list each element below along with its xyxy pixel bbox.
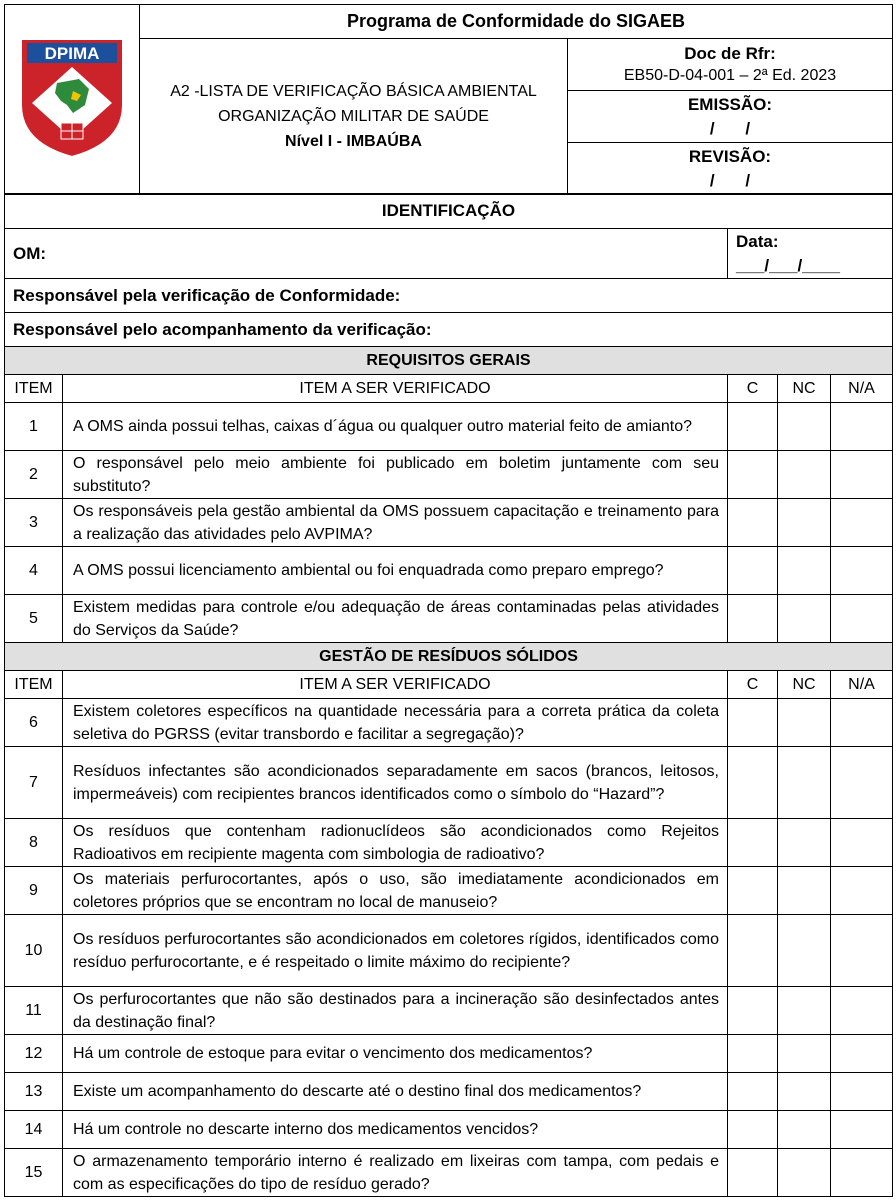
document-level: Nível I - IMBAÚBA <box>285 133 422 150</box>
checkbox-nc[interactable] <box>778 867 831 915</box>
checkbox-nc[interactable] <box>778 987 831 1035</box>
responsavel-acompanhamento-label: Responsável pelo acompanhamento da verificação: <box>13 319 432 339</box>
table-row <box>5 819 893 867</box>
checkbox-c[interactable] <box>728 595 778 643</box>
checkbox-na[interactable] <box>831 987 893 1035</box>
item-number: 7 <box>5 747 63 819</box>
item-question: Existem coletores específicos na quantidade necessária para a correta prática da coleta seletiva do PGRSS (evitar transbordo e facilitar a segregação)? <box>63 699 728 747</box>
checkbox-na[interactable] <box>831 451 893 499</box>
item-number: 9 <box>5 867 63 915</box>
table-row <box>5 699 893 747</box>
col-header-na: N/A <box>831 671 893 699</box>
item-question: Resíduos infectantes são acondicionados separadamente em sacos (brancos, leitosos, impermeáveis) com recipientes brancos identificados como o símbolo do “Hazard”? <box>63 747 728 819</box>
revisao-cell <box>568 143 893 195</box>
document-header <box>4 4 893 195</box>
checkbox-na[interactable] <box>831 747 893 819</box>
checkbox-nc[interactable] <box>778 1035 831 1073</box>
checkbox-na[interactable] <box>831 867 893 915</box>
item-number: 12 <box>5 1035 63 1073</box>
identificacao-title: IDENTIFICAÇÃO <box>5 194 893 229</box>
table-row <box>5 747 893 819</box>
item-number: 1 <box>5 403 63 451</box>
om-label: OM: <box>13 243 47 263</box>
table-row <box>5 595 893 643</box>
emissao-label: EMISSÃO: <box>687 94 773 114</box>
item-question: Os resíduos que contenham radionuclídeos são acondicionados como Rejeitos Radioativos em recipiente magenta com simbologia de radioativo? <box>63 819 728 867</box>
item-question: O responsável pelo meio ambiente foi publicado em boletim juntamente com seu substituto? <box>63 451 728 499</box>
doc-ref-label: Doc de Rfr: <box>684 43 776 63</box>
checklist-table <box>4 193 893 1197</box>
checkbox-nc[interactable] <box>778 1149 831 1197</box>
item-number: 11 <box>5 987 63 1035</box>
table-row <box>5 1149 893 1197</box>
data-field[interactable] <box>728 229 893 279</box>
item-number: 2 <box>5 451 63 499</box>
checkbox-nc[interactable] <box>778 747 831 819</box>
checkbox-na[interactable] <box>831 1035 893 1073</box>
col-header-question: ITEM A SER VERIFICADO <box>63 671 728 699</box>
checkbox-na[interactable] <box>831 595 893 643</box>
col-header-item: ITEM <box>5 671 63 699</box>
checkbox-na[interactable] <box>831 547 893 595</box>
checkbox-c[interactable] <box>728 403 778 451</box>
revisao-label: REVISÃO: <box>688 146 772 166</box>
checkbox-c[interactable] <box>728 987 778 1035</box>
checkbox-na[interactable] <box>831 915 893 987</box>
data-blank: ___/___/____ <box>736 255 840 275</box>
checkbox-c[interactable] <box>728 1149 778 1197</box>
col-header-c: C <box>728 671 778 699</box>
document-title-cell <box>140 39 568 195</box>
item-number: 6 <box>5 699 63 747</box>
responsavel-acompanhamento-field[interactable] <box>5 313 893 347</box>
item-question: Há um controle de estoque para evitar o vencimento dos medicamentos? <box>63 1035 728 1073</box>
item-question: Os resíduos perfurocortantes são acondicionados em coletores rígidos, identificados como resíduo perfurocortante, e é respeitado o limite máximo do recipiente? <box>63 915 728 987</box>
logo-cell <box>5 5 140 195</box>
responsavel-verificacao-label: Responsável pela verificação de Conformidade: <box>13 285 401 305</box>
emissao-cell <box>568 91 893 143</box>
program-title: Programa de Conformidade do SIGAEB <box>140 5 893 39</box>
checkbox-nc[interactable] <box>778 451 831 499</box>
col-header-na: N/A <box>831 375 893 403</box>
checkbox-c[interactable] <box>728 1111 778 1149</box>
item-question: Os perfurocortantes que não são destinados para a incineração são desinfectados antes da destinação final? <box>63 987 728 1035</box>
checkbox-nc[interactable] <box>778 499 831 547</box>
checkbox-c[interactable] <box>728 1035 778 1073</box>
col-header-nc: NC <box>778 375 831 403</box>
checkbox-c[interactable] <box>728 699 778 747</box>
item-number: 10 <box>5 915 63 987</box>
item-number: 3 <box>5 499 63 547</box>
logo-text: DPIMA <box>44 44 100 63</box>
item-question: O armazenamento temporário interno é realizado em lixeiras com tampa, com pedais e com as especificações do tipo de resíduo gerado? <box>63 1149 728 1197</box>
checkbox-nc[interactable] <box>778 547 831 595</box>
checkbox-na[interactable] <box>831 403 893 451</box>
item-number: 15 <box>5 1149 63 1197</box>
table-row <box>5 1111 893 1149</box>
doc-ref-value: EB50-D-04-001 – 2ª Ed. 2023 <box>623 66 837 84</box>
table-row <box>5 867 893 915</box>
checkbox-c[interactable] <box>728 867 778 915</box>
checkbox-na[interactable] <box>831 499 893 547</box>
checkbox-c[interactable] <box>728 1073 778 1111</box>
item-question: A OMS ainda possui telhas, caixas d´água ou qualquer outro material feito de amianto? <box>63 403 728 451</box>
item-question: Existem medidas para controle e/ou adequação de áreas contaminadas pelas atividades do Serviços da Saúde? <box>63 595 728 643</box>
table-row <box>5 1073 893 1111</box>
om-field[interactable] <box>5 229 728 279</box>
checkbox-na[interactable] <box>831 1073 893 1111</box>
section-title: GESTÃO DE RESÍDUOS SÓLIDOS <box>5 643 893 671</box>
col-header-c: C <box>728 375 778 403</box>
col-header-nc: NC <box>778 671 831 699</box>
checkbox-nc[interactable] <box>778 1073 831 1111</box>
col-header-question: ITEM A SER VERIFICADO <box>63 375 728 403</box>
item-question: Existe um acompanhamento do descarte até o destino final dos medicamentos? <box>63 1073 728 1111</box>
table-row <box>5 403 893 451</box>
checkbox-c[interactable] <box>728 499 778 547</box>
responsavel-verificacao-field[interactable] <box>5 279 893 313</box>
table-row <box>5 547 893 595</box>
item-number: 14 <box>5 1111 63 1149</box>
checkbox-nc[interactable] <box>778 595 831 643</box>
checkbox-c[interactable] <box>728 547 778 595</box>
sections-body <box>5 347 893 1197</box>
item-number: 8 <box>5 819 63 867</box>
checkbox-na[interactable] <box>831 1111 893 1149</box>
item-number: 13 <box>5 1073 63 1111</box>
checkbox-na[interactable] <box>831 699 893 747</box>
item-number: 5 <box>5 595 63 643</box>
checkbox-c[interactable] <box>728 819 778 867</box>
item-number: 4 <box>5 547 63 595</box>
checkbox-na[interactable] <box>831 819 893 867</box>
table-row <box>5 451 893 499</box>
item-question: Os materiais perfurocortantes, após o uso, são imediatamente acondicionados em coletores próprios que se encontram no local de manuseio? <box>63 867 728 915</box>
checkbox-nc[interactable] <box>778 403 831 451</box>
data-label: Data: <box>736 231 779 251</box>
emissao-value: / / <box>709 118 751 138</box>
revisao-value: / / <box>709 170 751 190</box>
checkbox-nc[interactable] <box>778 819 831 867</box>
col-header-item: ITEM <box>5 375 63 403</box>
section-title: REQUISITOS GERAIS <box>5 347 893 375</box>
item-question: Os responsáveis pela gestão ambiental da OMS possuem capacitação e treinamento para a realização das atividades pelo AVPIMA? <box>63 499 728 547</box>
table-row <box>5 1035 893 1073</box>
item-question: A OMS possui licenciamento ambiental ou foi enquadrada como preparo emprego? <box>63 547 728 595</box>
table-row <box>5 987 893 1035</box>
doc-ref-cell <box>568 39 893 91</box>
checkbox-c[interactable] <box>728 747 778 819</box>
document-title-line-2: ORGANIZAÇÃO MILITAR DE SAÚDE <box>218 108 489 125</box>
checkbox-nc[interactable] <box>778 699 831 747</box>
checkbox-c[interactable] <box>728 451 778 499</box>
document-title-line-1: A2 -LISTA DE VERIFICAÇÃO BÁSICA AMBIENTAL <box>170 83 537 100</box>
dpima-shield-logo <box>17 35 127 159</box>
table-row <box>5 499 893 547</box>
checkbox-nc[interactable] <box>778 1111 831 1149</box>
checkbox-c[interactable] <box>728 915 778 987</box>
table-row <box>5 915 893 987</box>
checkbox-nc[interactable] <box>778 915 831 987</box>
item-question: Há um controle no descarte interno dos medicamentos vencidos? <box>63 1111 728 1149</box>
checkbox-na[interactable] <box>831 1149 893 1197</box>
